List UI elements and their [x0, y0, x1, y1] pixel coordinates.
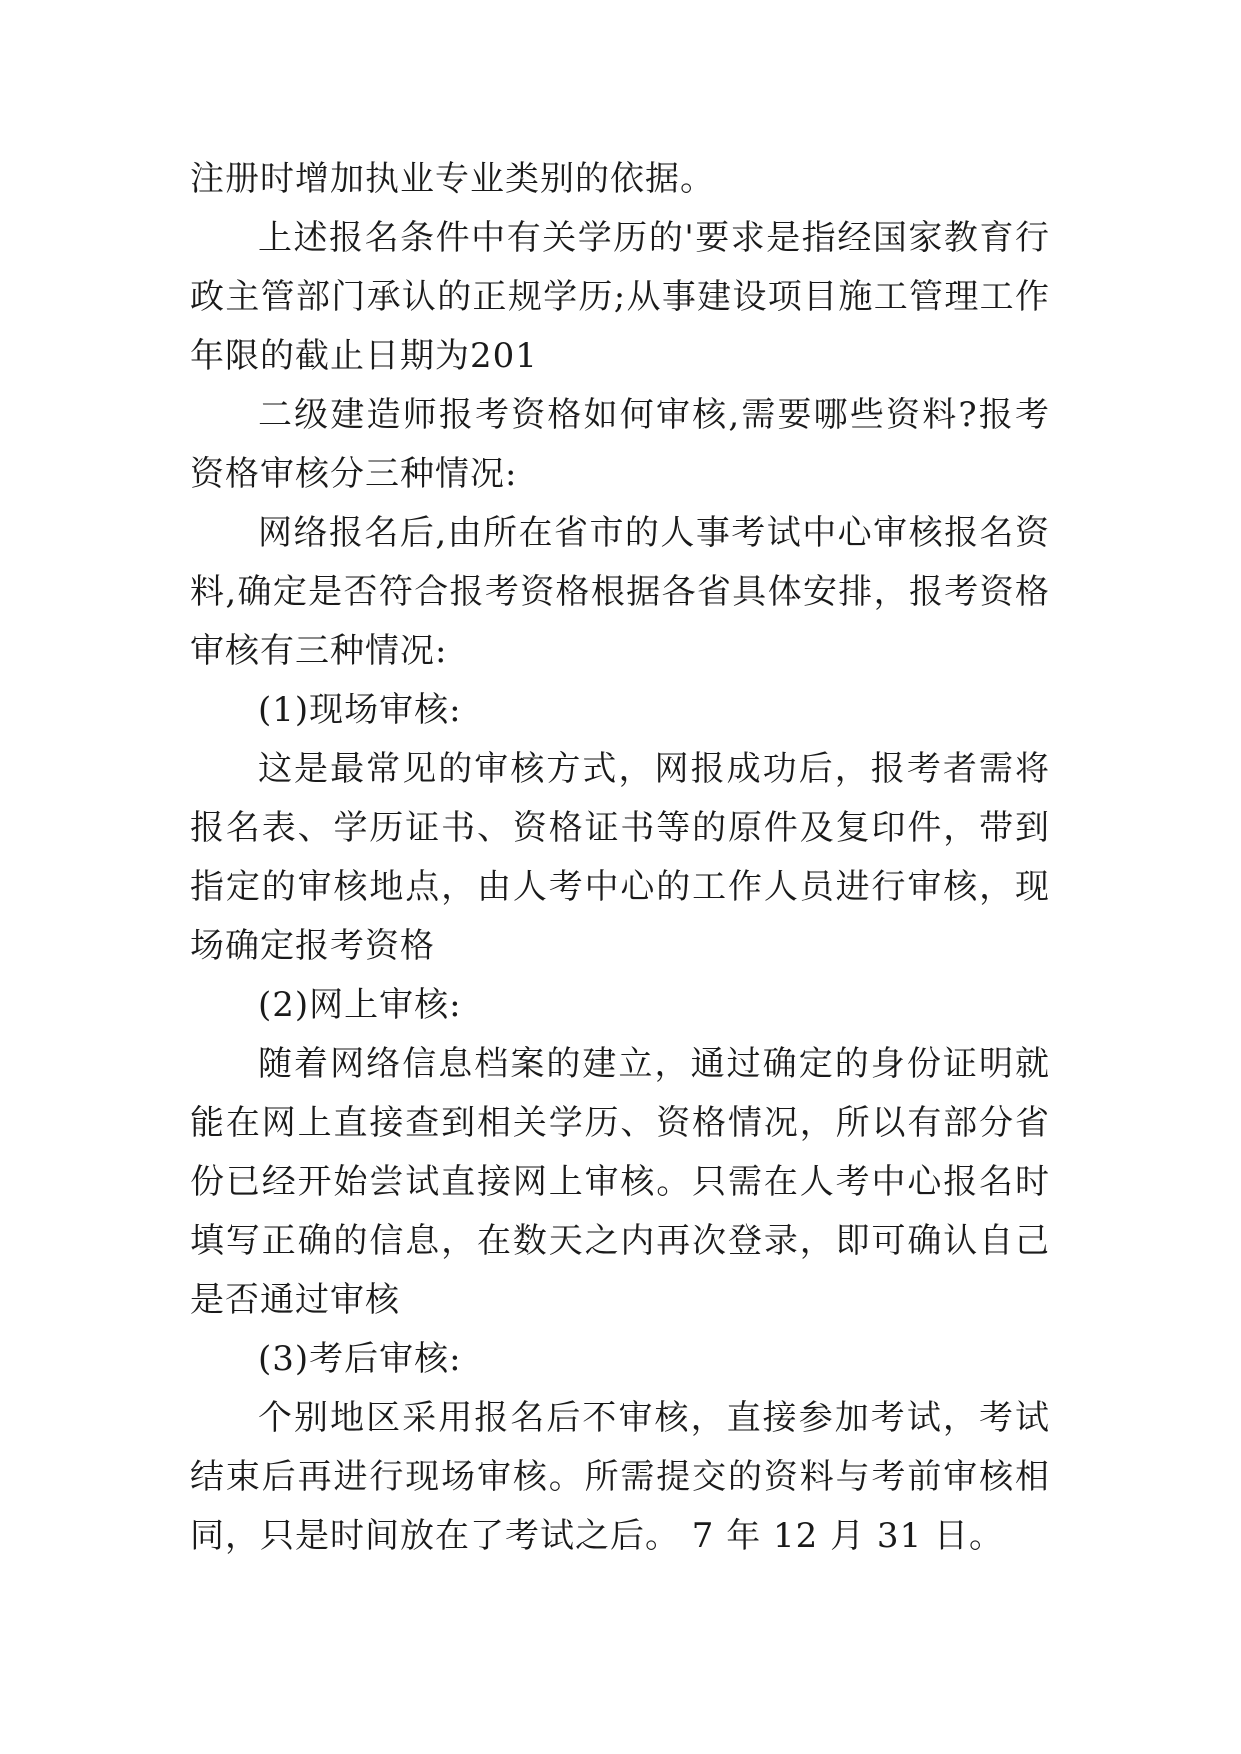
- heading-onsite-review: (1)现场审核:: [258, 690, 462, 730]
- paragraph-education-requirement: 上述报名条件中有关学历的'要求是指经国家教育行政主管部门承认的正规学历;从事建设项目施工管理工作年限的截止日期为201: [190, 218, 1050, 376]
- paragraph-onsite-review: 这是最常见的审核方式，网报成功后，报考者需将报名表、学历证书、资格证书等的原件及复印件，带到指定的审核地点，由人考中心的工作人员进行审核，现场确定报考资格: [190, 749, 1050, 966]
- paragraph-post-exam-review: 个别地区采用报名后不审核，直接参加考试，考试结束后再进行现场审核。所需提交的资料与考前审核相同，只是时间放在了考试之后。 7 年 12 月 31 日。: [190, 1398, 1050, 1556]
- heading-online-review: (2)网上审核:: [258, 985, 462, 1025]
- paragraph-qualification-review-question: 二级建造师报考资格如何审核,需要哪些资料?报考资格审核分三种情况:: [190, 395, 1050, 494]
- paragraph-online-review: 随着网络信息档案的建立，通过确定的身份证明就能在网上直接查到相关学历、资格情况，所以有部分省份已经开始尝试直接网上审核。只需在人考中心报名时填写正确的信息，在数天之内再次登录，即可确认自己是否通过审核: [190, 1044, 1050, 1320]
- paragraph-online-registration: 网络报名后,由所在省市的人事考试中心审核报名资料,确定是否符合报考资格根据各省具体安排，报考资格审核有三种情况:: [190, 513, 1050, 671]
- heading-post-exam-review: (3)考后审核:: [258, 1339, 462, 1379]
- document-body: [190, 150, 1050, 1566]
- paragraph-registration-basis: 注册时增加执业专业类别的依据。: [190, 159, 715, 199]
